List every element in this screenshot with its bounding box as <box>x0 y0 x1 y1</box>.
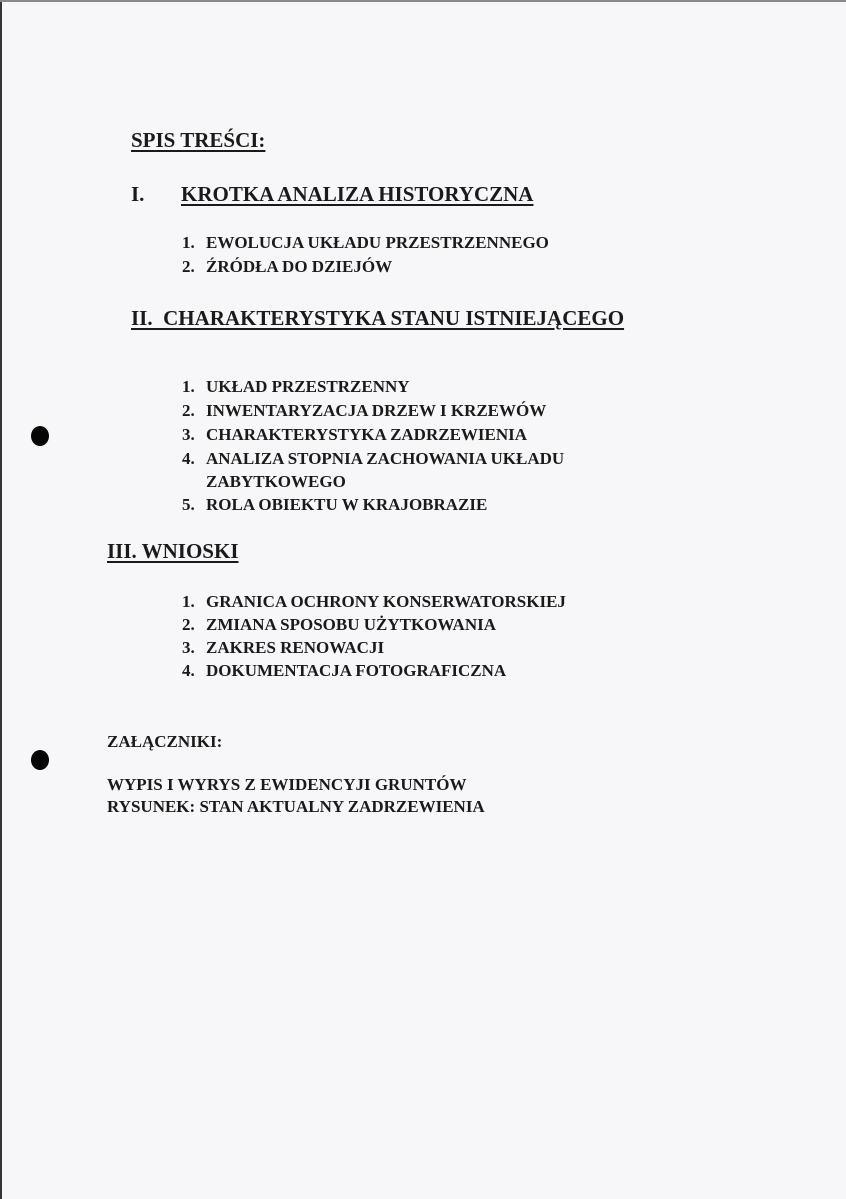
attachments-heading: ZAŁĄCZNIKI: <box>107 732 223 751</box>
toc-item: 1. GRANICA OCHRONY KONSERWATORSKIEJ <box>182 592 566 611</box>
toc-item: 2. ŹRÓDŁA DO DZIEJÓW <box>182 257 393 276</box>
section-1-heading: KROTKA ANALIZA HISTORYCZNA <box>181 182 534 206</box>
toc-item: 1. EWOLUCJA UKŁADU PRZESTRZENNEGO <box>182 233 549 252</box>
punch-hole <box>31 426 49 446</box>
toc-item: 3. CHARAKTERYSTYKA ZADRZEWIENIA <box>182 425 528 444</box>
toc-item: 1. UKŁAD PRZESTRZENNY <box>182 377 410 396</box>
toc-item: 2. ZMIANA SPOSOBU UŻYTKOWANIA <box>182 615 496 634</box>
toc-item: 5. ROLA OBIEKTU W KRAJOBRAZIE <box>182 495 488 514</box>
toc-item: 2. INWENTARYZACJA DRZEW I KRZEWÓW <box>182 401 547 420</box>
scan-edge-top <box>0 0 846 2</box>
toc-item: 3. ZAKRES RENOWACJI <box>182 638 385 657</box>
attachment-item: RYSUNEK: STAN AKTUALNY ZADRZEWIENIA <box>107 797 485 816</box>
section-2-heading: II. CHARAKTERYSTYKA STANU ISTNIEJĄCEGO <box>131 306 625 330</box>
section-3-heading: III. WNIOSKI <box>107 539 239 563</box>
toc-item-continuation: ZABYTKOWEGO <box>206 472 346 491</box>
toc-item: 4. DOKUMENTACJA FOTOGRAFICZNA <box>182 661 507 680</box>
toc-item: 4. ANALIZA STOPNIA ZACHOWANIA UKŁADU <box>182 449 565 468</box>
toc-title: SPIS TREŚCI: <box>131 128 266 152</box>
attachment-item: WYPIS I WYRYS Z EWIDENCYJI GRUNTÓW <box>107 775 467 794</box>
scan-edge-left <box>0 0 2 1199</box>
section-1-numeral: I. <box>131 182 145 206</box>
punch-hole <box>31 750 49 770</box>
